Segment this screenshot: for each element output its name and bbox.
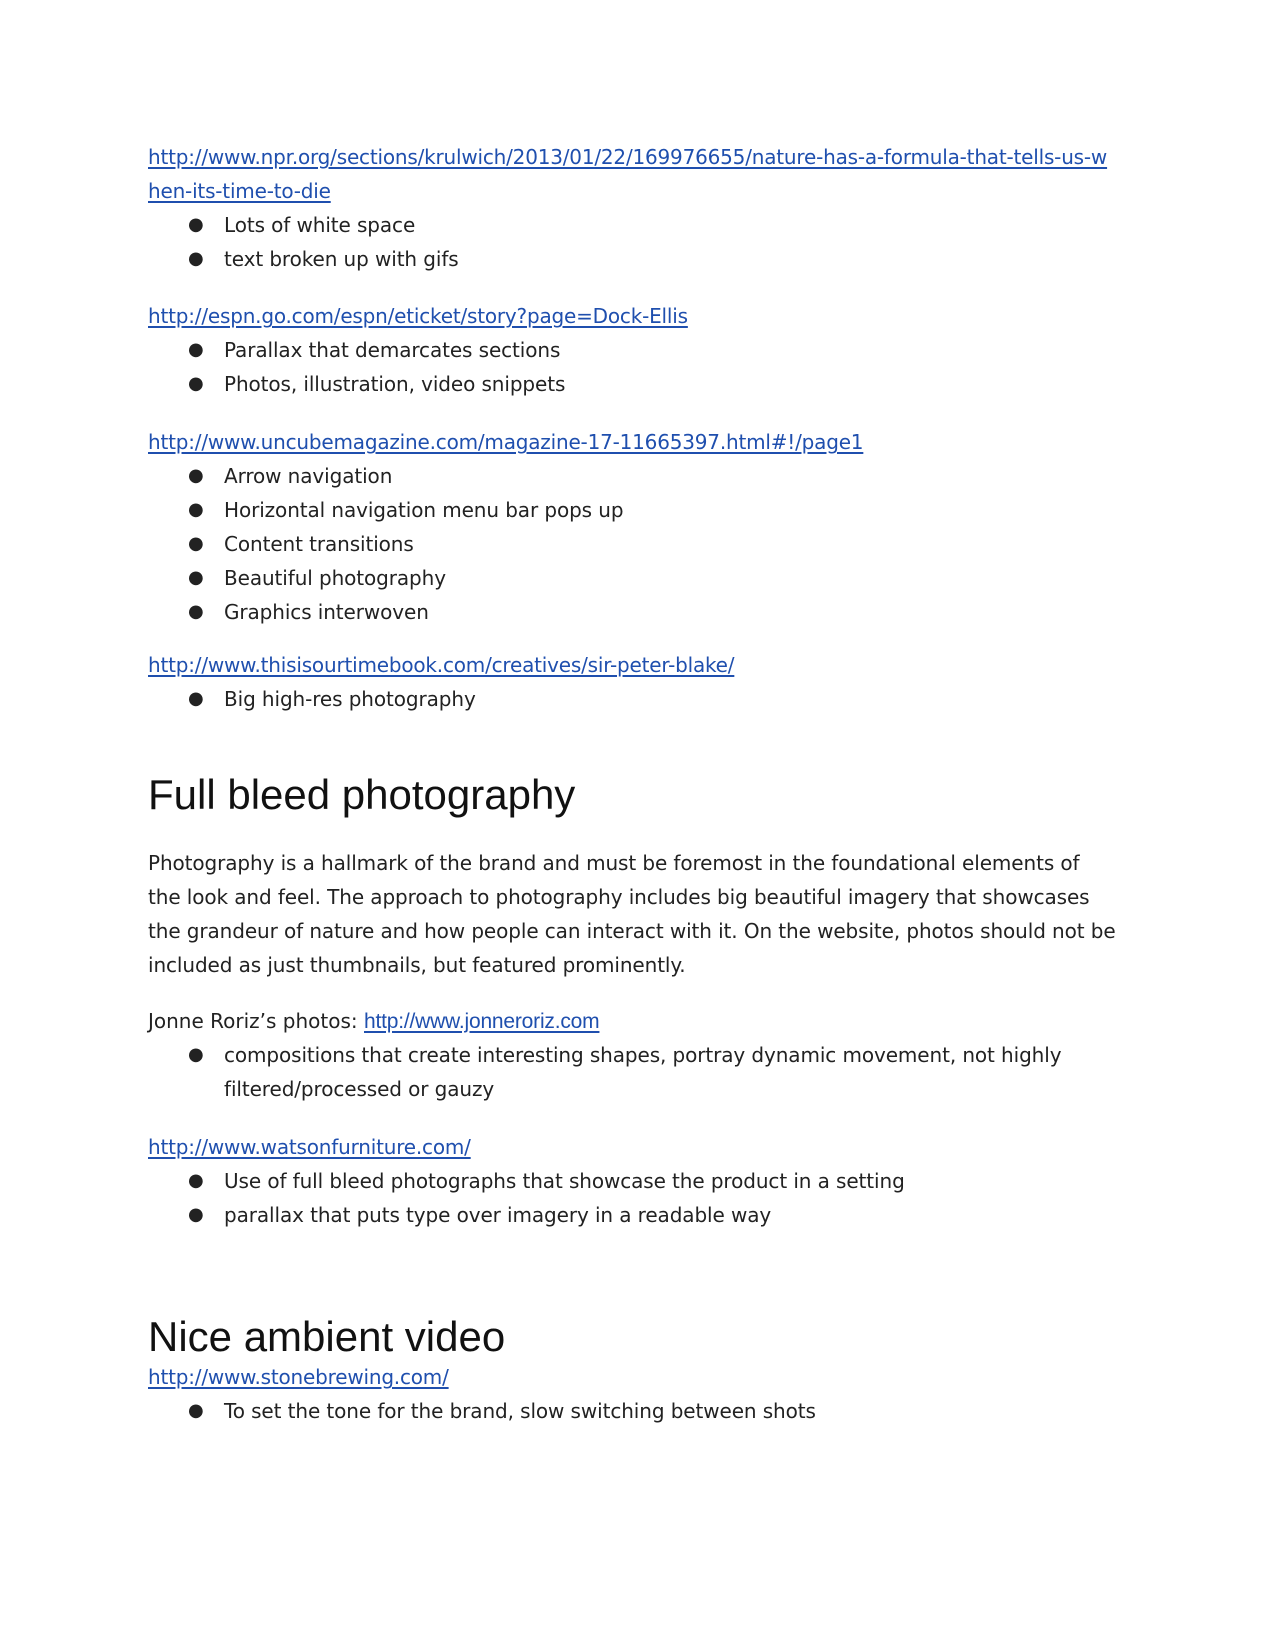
stonebrewing-link[interactable]: http://www.stonebrewing.com/: [148, 1365, 449, 1389]
npr-bullet-list: [148, 208, 1128, 276]
list-item: ● Photos, illustration, video snippets: [148, 367, 1128, 401]
bullet-icon: ●: [188, 1170, 204, 1191]
jonne-roriz-link[interactable]: http://www.jonneroriz.com: [364, 1010, 600, 1033]
jonne-roriz-label: Jonne Roriz’s photos:: [148, 1009, 364, 1033]
list-item: ● compositions that create interesting shapes, portray dynamic movement, not highly filtered/processed or gauzy: [148, 1038, 1128, 1106]
bullet-icon: ●: [188, 339, 204, 360]
bullet-icon: ●: [188, 1400, 204, 1421]
heading-full-bleed-photography: Full bleed photography: [148, 771, 576, 818]
watson-link[interactable]: http://www.watsonfurniture.com/: [148, 1135, 471, 1159]
list-item: ● Graphics interwoven: [148, 595, 1128, 629]
bullet-icon: ●: [188, 601, 204, 622]
thisisourtime-bullet-list: [148, 682, 1128, 716]
uncube-bullet-list: [148, 459, 1128, 629]
list-item: ● Horizontal navigation menu bar pops up: [148, 493, 1128, 527]
bullet-icon: ●: [188, 533, 204, 554]
bullet-icon: ●: [188, 465, 204, 486]
list-item: ● Big high-res photography: [148, 682, 1128, 716]
thisisourtime-link[interactable]: http://www.thisisourtimebook.com/creatives/sir-peter-blake/: [148, 653, 735, 677]
list-item: ● Use of full bleed photographs that showcase the product in a setting: [148, 1164, 1128, 1198]
npr-link[interactable]: http://www.npr.org/sections/krulwich/2013/01/22/169976655/nature-has-a-formula-that-tells-us-when-its-time-to-die: [148, 145, 1108, 203]
list-item: ● Beautiful photography: [148, 561, 1128, 595]
bullet-icon: ●: [188, 1044, 204, 1065]
jonne-roriz-line: [148, 1004, 599, 1039]
jonne-roriz-bullet-list: [148, 1038, 1128, 1106]
bullet-icon: ●: [188, 688, 204, 709]
list-item: ● parallax that puts type over imagery in a readable way: [148, 1198, 1128, 1232]
reference-npr: [148, 140, 1128, 276]
list-item: ● Arrow navigation: [148, 459, 1128, 493]
espn-bullet-list: [148, 333, 1128, 401]
bullet-icon: ●: [188, 499, 204, 520]
bullet-icon: ●: [188, 1204, 204, 1225]
reference-espn: [148, 299, 1128, 401]
jonne-roriz-bullets-block: [148, 1038, 1128, 1106]
bullet-icon: ●: [188, 373, 204, 394]
list-item: ● Content transitions: [148, 527, 1128, 561]
reference-stonebrewing: [148, 1360, 1128, 1428]
heading-nice-ambient-video: Nice ambient video: [148, 1313, 506, 1360]
reference-thisisourtime: [148, 648, 1128, 716]
list-item: ● Parallax that demarcates sections: [148, 333, 1128, 367]
bullet-icon: ●: [188, 248, 204, 269]
bullet-icon: ●: [188, 567, 204, 588]
full-bleed-paragraph: Photography is a hallmark of the brand and must be foremost in the foundational elements of the look and feel. The approach to photography includes big beautiful imagery that showcases the grandeur of nature and how people can interact with it. On the website, photos should not be included as just thumbnails, but featured prominently.: [148, 851, 1116, 977]
stonebrewing-bullet-list: [148, 1394, 1128, 1428]
uncube-link[interactable]: http://www.uncubemagazine.com/magazine-17-11665397.html#!/page1: [148, 430, 864, 454]
bullet-icon: ●: [188, 214, 204, 235]
espn-link[interactable]: http://espn.go.com/espn/eticket/story?page=Dock-Ellis: [148, 304, 688, 328]
list-item: ● text broken up with gifs: [148, 242, 1128, 276]
watson-bullet-list: [148, 1164, 1128, 1232]
reference-uncube: [148, 425, 1128, 629]
list-item: ● Lots of white space: [148, 208, 1128, 242]
reference-watson: [148, 1130, 1128, 1232]
list-item: ● To set the tone for the brand, slow switching between shots: [148, 1394, 1128, 1428]
